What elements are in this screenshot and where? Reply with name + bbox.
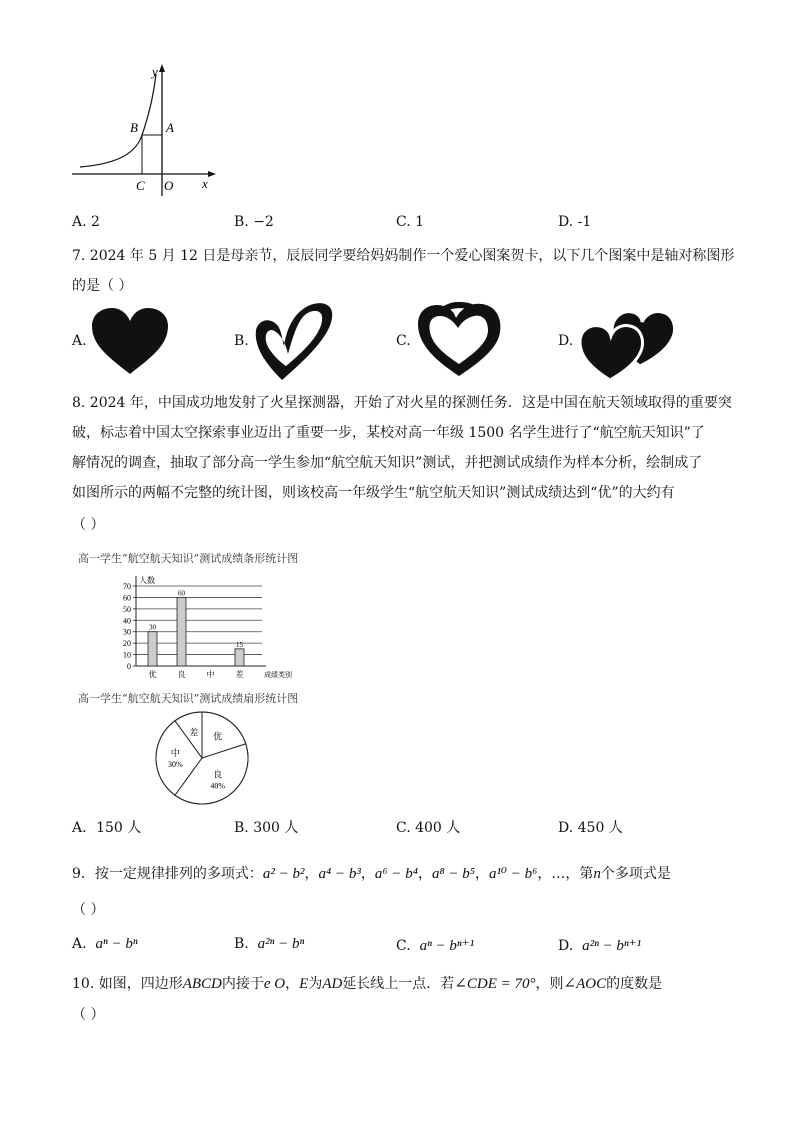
- q6-option-b[interactable]: B. −2: [234, 214, 274, 230]
- heart-outline-icon-b: [252, 300, 334, 382]
- bar-chart-title: 高一学生“航空航天知识”测试成绩条形统计图: [78, 552, 299, 565]
- pie-chart-title: 高一学生“航空航天知识”测试成绩扇形统计图: [78, 692, 299, 705]
- q8-option-a[interactable]: A．150 人: [72, 820, 142, 836]
- q9-option-d-letter: D.: [558, 938, 574, 954]
- q9-n: n: [593, 866, 601, 882]
- label-a: A: [166, 120, 174, 135]
- q9-term-1: a² − b²: [262, 866, 305, 882]
- q9-option-b-letter: B.: [234, 936, 249, 952]
- q8-stem-line2: 破，标志着中国太空探索事业迈出了重要一步，某校对高一年级 1500 名学生进行了“航空航天知识”了: [72, 425, 705, 441]
- y-tick-label-0: 0: [127, 662, 131, 671]
- q9-term-2: a⁴ − b³: [318, 866, 361, 882]
- pie-label-2: 中: [170, 748, 180, 758]
- function-graph: [66, 62, 226, 198]
- q8-stem-line3: 解情况的调查，抽取了部分高一学生参加“航空航天知识”测试，并把测试成绩作为样本分析，绘制成了: [72, 455, 703, 471]
- q8-stem-line5: （ ）: [72, 517, 105, 533]
- label-x: x: [202, 176, 208, 191]
- q7-option-a[interactable]: A.: [72, 333, 87, 349]
- bar-1: [177, 597, 186, 666]
- q8-stem-line4: 如图所示的两幅不完整的统计图，则该校高一年级学生“航空航天知识”测试成绩达到“优”的大约有: [72, 485, 675, 501]
- q9-term-5: a¹⁰ − b⁶: [489, 866, 538, 882]
- q10-t7: 的度数是: [606, 976, 663, 992]
- q10-t1: 10. 如图，四边形: [72, 976, 183, 992]
- q7-stem-line1: 7. 2024 年 5 月 12 日是母亲节，辰辰同学要给妈妈制作一个爱心图案贺卡，以下几个图案中是轴对称图形: [72, 248, 735, 264]
- q9-stem-line1: [72, 863, 671, 883]
- q9-prefix: 9．按一定规律排列的多项式：: [72, 866, 263, 882]
- q7-option-c[interactable]: C.: [396, 333, 411, 349]
- y-tick-label-1: 10: [123, 650, 131, 660]
- q8-option-b[interactable]: B. 300 人: [234, 820, 299, 836]
- bar-3: [235, 649, 244, 666]
- q10-t3: ，: [285, 976, 300, 992]
- x-tick-label-1: 良: [177, 670, 186, 679]
- bar-value-label-3: 15: [236, 640, 243, 649]
- q9-option-a-letter: A.: [72, 936, 87, 952]
- q7-option-d[interactable]: D.: [558, 333, 574, 349]
- q9-sep-4: ，: [475, 866, 490, 882]
- q8-stem-line1: 8. 2024 年，中国成功地发射了火星探测器，开始了对火星的探测任务．这是中国在航天领域取得的重要突: [72, 395, 732, 411]
- q7-option-b[interactable]: B.: [234, 333, 249, 349]
- q9-option-b[interactable]: [234, 936, 304, 953]
- y-tick-label-6: 60: [123, 593, 131, 603]
- x-tick-label-0: 优: [148, 670, 157, 679]
- label-o: O: [164, 178, 174, 193]
- q9-stem-line2: （ ）: [72, 902, 105, 918]
- q10-t4: 为: [308, 976, 323, 992]
- q10-circle: e O: [263, 976, 286, 992]
- q9-option-c-expr: aⁿ − bⁿ⁺¹: [419, 938, 475, 954]
- pie-percent-1: 40%: [210, 781, 226, 791]
- q6-option-a[interactable]: A. 2: [72, 214, 100, 230]
- q6-option-c[interactable]: C. 1: [396, 214, 425, 230]
- pie-label-3: 差: [189, 727, 199, 738]
- q9-tail: ，…，第: [537, 866, 594, 882]
- q9-sep-1: ，: [304, 866, 319, 882]
- label-y: y: [152, 64, 158, 79]
- q9-sep-2: ，: [360, 866, 375, 882]
- q10-t2: 内接于: [221, 976, 264, 992]
- q9-suffix: 个多项式是: [600, 866, 671, 882]
- y-tick-label-5: 50: [123, 604, 131, 614]
- y-tick-label-4: 40: [123, 616, 131, 626]
- q9-option-a[interactable]: [72, 936, 138, 953]
- q10-segment-ad: AD: [322, 976, 343, 992]
- bar-value-label-0: 30: [149, 623, 156, 632]
- q10-stem-line2: （ ）: [72, 1007, 105, 1023]
- pie-label-1: 良: [213, 769, 223, 780]
- q10-t6: ，则: [535, 976, 564, 992]
- q9-sep-3: ，: [417, 866, 432, 882]
- q7-stem-line2: 的是（ ）: [72, 278, 133, 294]
- q9-option-c[interactable]: [396, 936, 474, 955]
- y-tick-label-7: 70: [123, 582, 131, 591]
- q9-option-a-expr: aⁿ − bⁿ: [95, 936, 138, 952]
- q10-ask: ∠AOC: [563, 976, 607, 992]
- q10-point-e: E: [299, 976, 309, 992]
- double-heart-icon-d: [578, 306, 676, 382]
- q8-option-d[interactable]: D. 450 人: [558, 820, 623, 836]
- curve: [80, 74, 156, 167]
- x-tick-label-2: 中: [206, 670, 215, 679]
- q10-quad: ABCD: [182, 976, 222, 992]
- pie-label-0: 优: [213, 731, 223, 742]
- y-axis-arrow: [159, 64, 165, 72]
- x-axis-arrow: [208, 171, 216, 177]
- pie-percent-2: 30%: [167, 760, 183, 769]
- bar-chart: [114, 572, 304, 684]
- bar-0: [148, 632, 157, 666]
- heart-outline-icon-c: [416, 300, 502, 378]
- q9-term-4: a⁸ − b⁵: [431, 866, 476, 882]
- bar-value-label-1: 60: [178, 589, 185, 598]
- y-tick-label-3: 30: [123, 627, 131, 637]
- q9-option-c-letter: C.: [396, 938, 411, 954]
- bar-x-label: 成绩类别: [264, 671, 292, 679]
- x-tick-label-3: 差: [235, 670, 244, 679]
- y-tick-label-2: 20: [123, 639, 131, 649]
- q9-option-b-expr: a²ⁿ − bⁿ: [257, 936, 305, 952]
- q9-option-d[interactable]: [558, 936, 641, 955]
- q6-option-d[interactable]: D. -1: [558, 214, 592, 230]
- q9-option-d-expr: a²ⁿ − bⁿ⁺¹: [582, 938, 642, 954]
- bar-y-label: 人数: [139, 576, 155, 585]
- heart-icon-a: [90, 306, 170, 376]
- label-b: B: [130, 120, 138, 135]
- q10-t5: 延长线上一点．若: [342, 976, 455, 992]
- q8-option-c[interactable]: C. 400 人: [396, 820, 461, 836]
- q10-stem-line1: [72, 973, 662, 993]
- pie-chart: [150, 708, 260, 808]
- label-c: C: [136, 178, 145, 193]
- q9-term-3: a⁶ − b⁴: [374, 866, 418, 882]
- q10-condition: ∠CDE = 70°: [454, 976, 536, 992]
